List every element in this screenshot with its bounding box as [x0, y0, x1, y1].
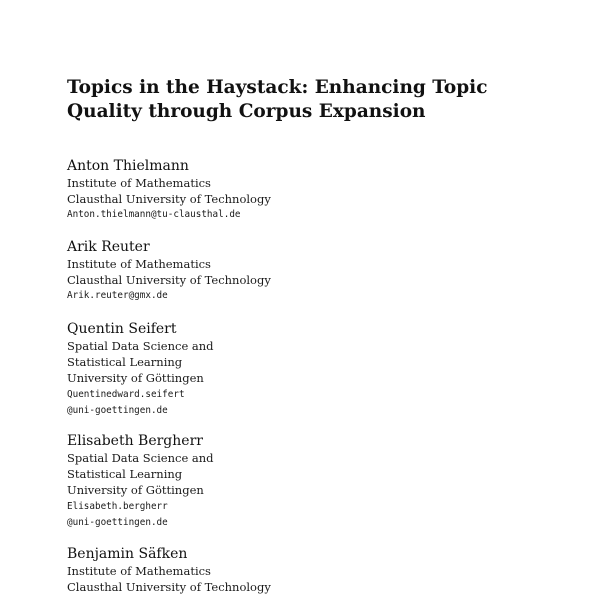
- author-affiliation: Institute of Mathematics: [67, 176, 211, 190]
- author-affiliation: Statistical Learning: [67, 355, 183, 370]
- author-affiliation: Spatial Data Science and: [67, 339, 214, 353]
- author-block: [67, 432, 214, 531]
- author-name: Benjamin Säfken: [67, 546, 188, 562]
- author-affiliation: University of Göttingen: [67, 371, 204, 386]
- author-email[interactable]: Elisabeth.bergherr: [67, 500, 168, 512]
- author-email[interactable]: @uni-goettingen.de: [67, 404, 168, 416]
- author-affiliation: Clausthal University of Technology: [67, 192, 271, 207]
- author-affiliation: Clausthal University of Technology: [67, 580, 271, 595]
- author-block: [67, 238, 271, 305]
- paper-title-line: Topics in the Haystack: Enhancing Topic: [67, 77, 488, 98]
- author-affiliation: Institute of Mathematics: [67, 564, 211, 578]
- author-affiliation: Statistical Learning: [67, 467, 183, 482]
- author-block: [67, 157, 271, 224]
- paper-title-line: Quality through Corpus Expansion: [67, 101, 426, 122]
- author-affiliation: Clausthal University of Technology: [67, 273, 271, 288]
- author-affiliation: Spatial Data Science and: [67, 451, 214, 465]
- author-block: [67, 545, 271, 595]
- author-email[interactable]: Quentinedward.seifert: [67, 388, 185, 400]
- author-affiliation: University of Göttingen: [67, 483, 204, 498]
- author-block: [67, 320, 214, 419]
- paper-title: [67, 76, 487, 124]
- author-affiliation: Institute of Mathematics: [67, 257, 211, 271]
- author-name: Anton Thielmann: [67, 158, 189, 174]
- author-email[interactable]: Anton.thielmann@tu-clausthal.de: [67, 209, 241, 221]
- author-name: Quentin Seifert: [67, 321, 177, 337]
- author-name: Arik Reuter: [67, 239, 150, 255]
- author-email[interactable]: Arik.reuter@gmx.de: [67, 290, 168, 302]
- author-email[interactable]: @uni-goettingen.de: [67, 516, 168, 528]
- author-name: Elisabeth Bergherr: [67, 433, 203, 449]
